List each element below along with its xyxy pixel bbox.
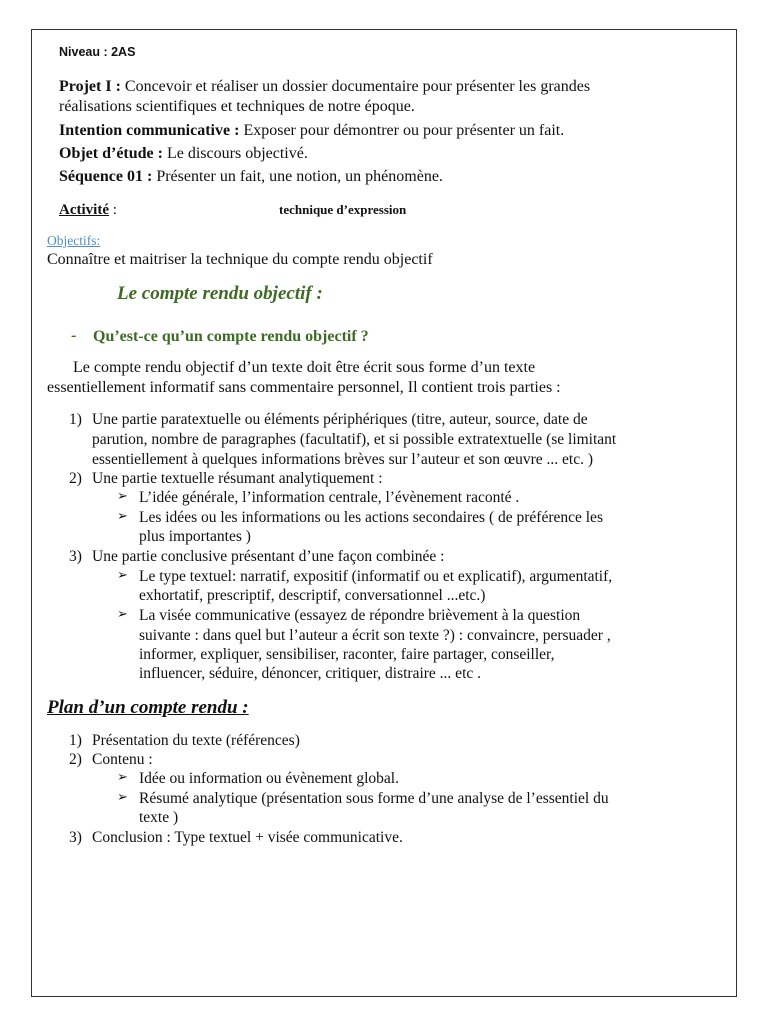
intro-line1: Le compte rendu objectif d’un texte doit être écrit sous forme d’un texte [73, 359, 536, 376]
activite-value: technique d’expression [279, 202, 407, 217]
objectifs-text: Connaître et maitriser la technique du compte rendu objectif [47, 251, 433, 268]
item2-number: 2) [69, 470, 82, 487]
arrowhead-bullet-icon: ➢ [117, 489, 128, 504]
item1-line2: parution, nombre de paragraphes (facultatif), et si possible extratextuelle (se limitant [92, 431, 617, 448]
item3-line1: Une partie conclusive présentant d’une façon combinée : [92, 548, 445, 565]
plan-item1: Présentation du texte (références) [92, 732, 300, 749]
plan-item3-number: 3) [69, 829, 82, 846]
subheading-dash: - [71, 327, 77, 344]
subheading: Qu’est-ce qu’un compte rendu objectif ? [93, 328, 369, 345]
arrowhead-bullet-icon: ➢ [117, 568, 128, 583]
item2-line1: Une partie textuelle résumant analytiquement : [92, 470, 383, 487]
item3-number: 3) [69, 548, 82, 565]
plan-item2-bullet2-line2: texte ) [139, 809, 179, 826]
item3-bullet1-line1: Le type textuel: narratif, expositif (informatif ou et explicatif), argumentatif, [139, 568, 613, 585]
section2-title: Plan d’un compte rendu : [47, 697, 249, 718]
projet-label: Projet I : [59, 78, 121, 95]
item2-bullet2-line1: Les idées ou les informations ou les actions secondaires ( de préférence les [139, 509, 603, 526]
intro-line2: essentiellement informatif sans commentaire personnel, Il contient trois parties : [47, 379, 561, 396]
activite-label: Activité [59, 202, 109, 218]
sequence-label: Séquence 01 : [59, 168, 153, 185]
item1-number: 1) [69, 411, 82, 428]
sequence-line [59, 167, 443, 187]
item1-line1: Une partie paratextuelle ou éléments périphériques (titre, auteur, source, date de [92, 411, 588, 428]
projet-line2: réalisations scientifiques et techniques de notre époque. [59, 98, 415, 115]
activite-line [59, 201, 117, 219]
item3-bullet2-line2: suivante : dans quel but l’auteur a écrit son texte ?) : convaincre, persuader , [139, 627, 611, 644]
plan-item2: Contenu : [92, 751, 153, 768]
plan-item2-bullet1: Idée ou information ou évènement global. [139, 770, 399, 787]
projet-line1 [59, 77, 590, 97]
item3-bullet2-line1: La visée communicative (essayez de répondre brièvement à la question [139, 607, 581, 624]
sequence-text: Présenter un fait, une notion, un phénomène. [152, 168, 443, 185]
arrowhead-bullet-icon: ➢ [117, 509, 128, 524]
objet-line [59, 144, 308, 164]
intention-text: Exposer pour démontrer ou pour présenter un fait. [239, 122, 565, 139]
niveau-label: Niveau : 2AS [59, 45, 136, 59]
plan-item3: Conclusion : Type textuel + visée communicative. [92, 829, 403, 846]
arrowhead-bullet-icon: ➢ [117, 770, 128, 785]
plan-item2-number: 2) [69, 751, 82, 768]
item1-line3: essentiellement à quelques informations brèves sur l’auteur et son œuvre ... etc. ) [92, 451, 594, 468]
arrowhead-bullet-icon: ➢ [117, 607, 128, 622]
intention-label: Intention communicative : [59, 122, 240, 139]
objet-text: Le discours objectivé. [162, 145, 308, 162]
item3-bullet2-line3: informer, expliquer, sensibiliser, raconter, faire partager, conseiller, [139, 646, 555, 663]
intention-line [59, 121, 564, 141]
item3-bullet1-line2: exhortatif, prescriptif, descriptif, conversationnel ...etc.) [139, 587, 486, 604]
item2-bullet1: L’idée générale, l’information centrale, l’évènement raconté . [139, 489, 520, 506]
section1-title: Le compte rendu objectif : [117, 283, 323, 304]
arrowhead-bullet-icon: ➢ [117, 790, 128, 805]
objet-label: Objet d’étude : [59, 145, 163, 162]
plan-item2-bullet2-line1: Résumé analytique (présentation sous forme d’une analyse de l’essentiel du [139, 790, 609, 807]
projet-text-1: Concevoir et réaliser un dossier documentaire pour présenter les grandes [120, 78, 591, 95]
activite-colon: : [108, 202, 117, 218]
objectifs-label: Objectifs: [47, 233, 101, 248]
plan-item1-number: 1) [69, 732, 82, 749]
item2-bullet2-line2: plus importantes ) [139, 528, 251, 545]
item3-bullet2-line4: influencer, séduire, dénoncer, critiquer, distraire ... etc . [139, 665, 481, 682]
